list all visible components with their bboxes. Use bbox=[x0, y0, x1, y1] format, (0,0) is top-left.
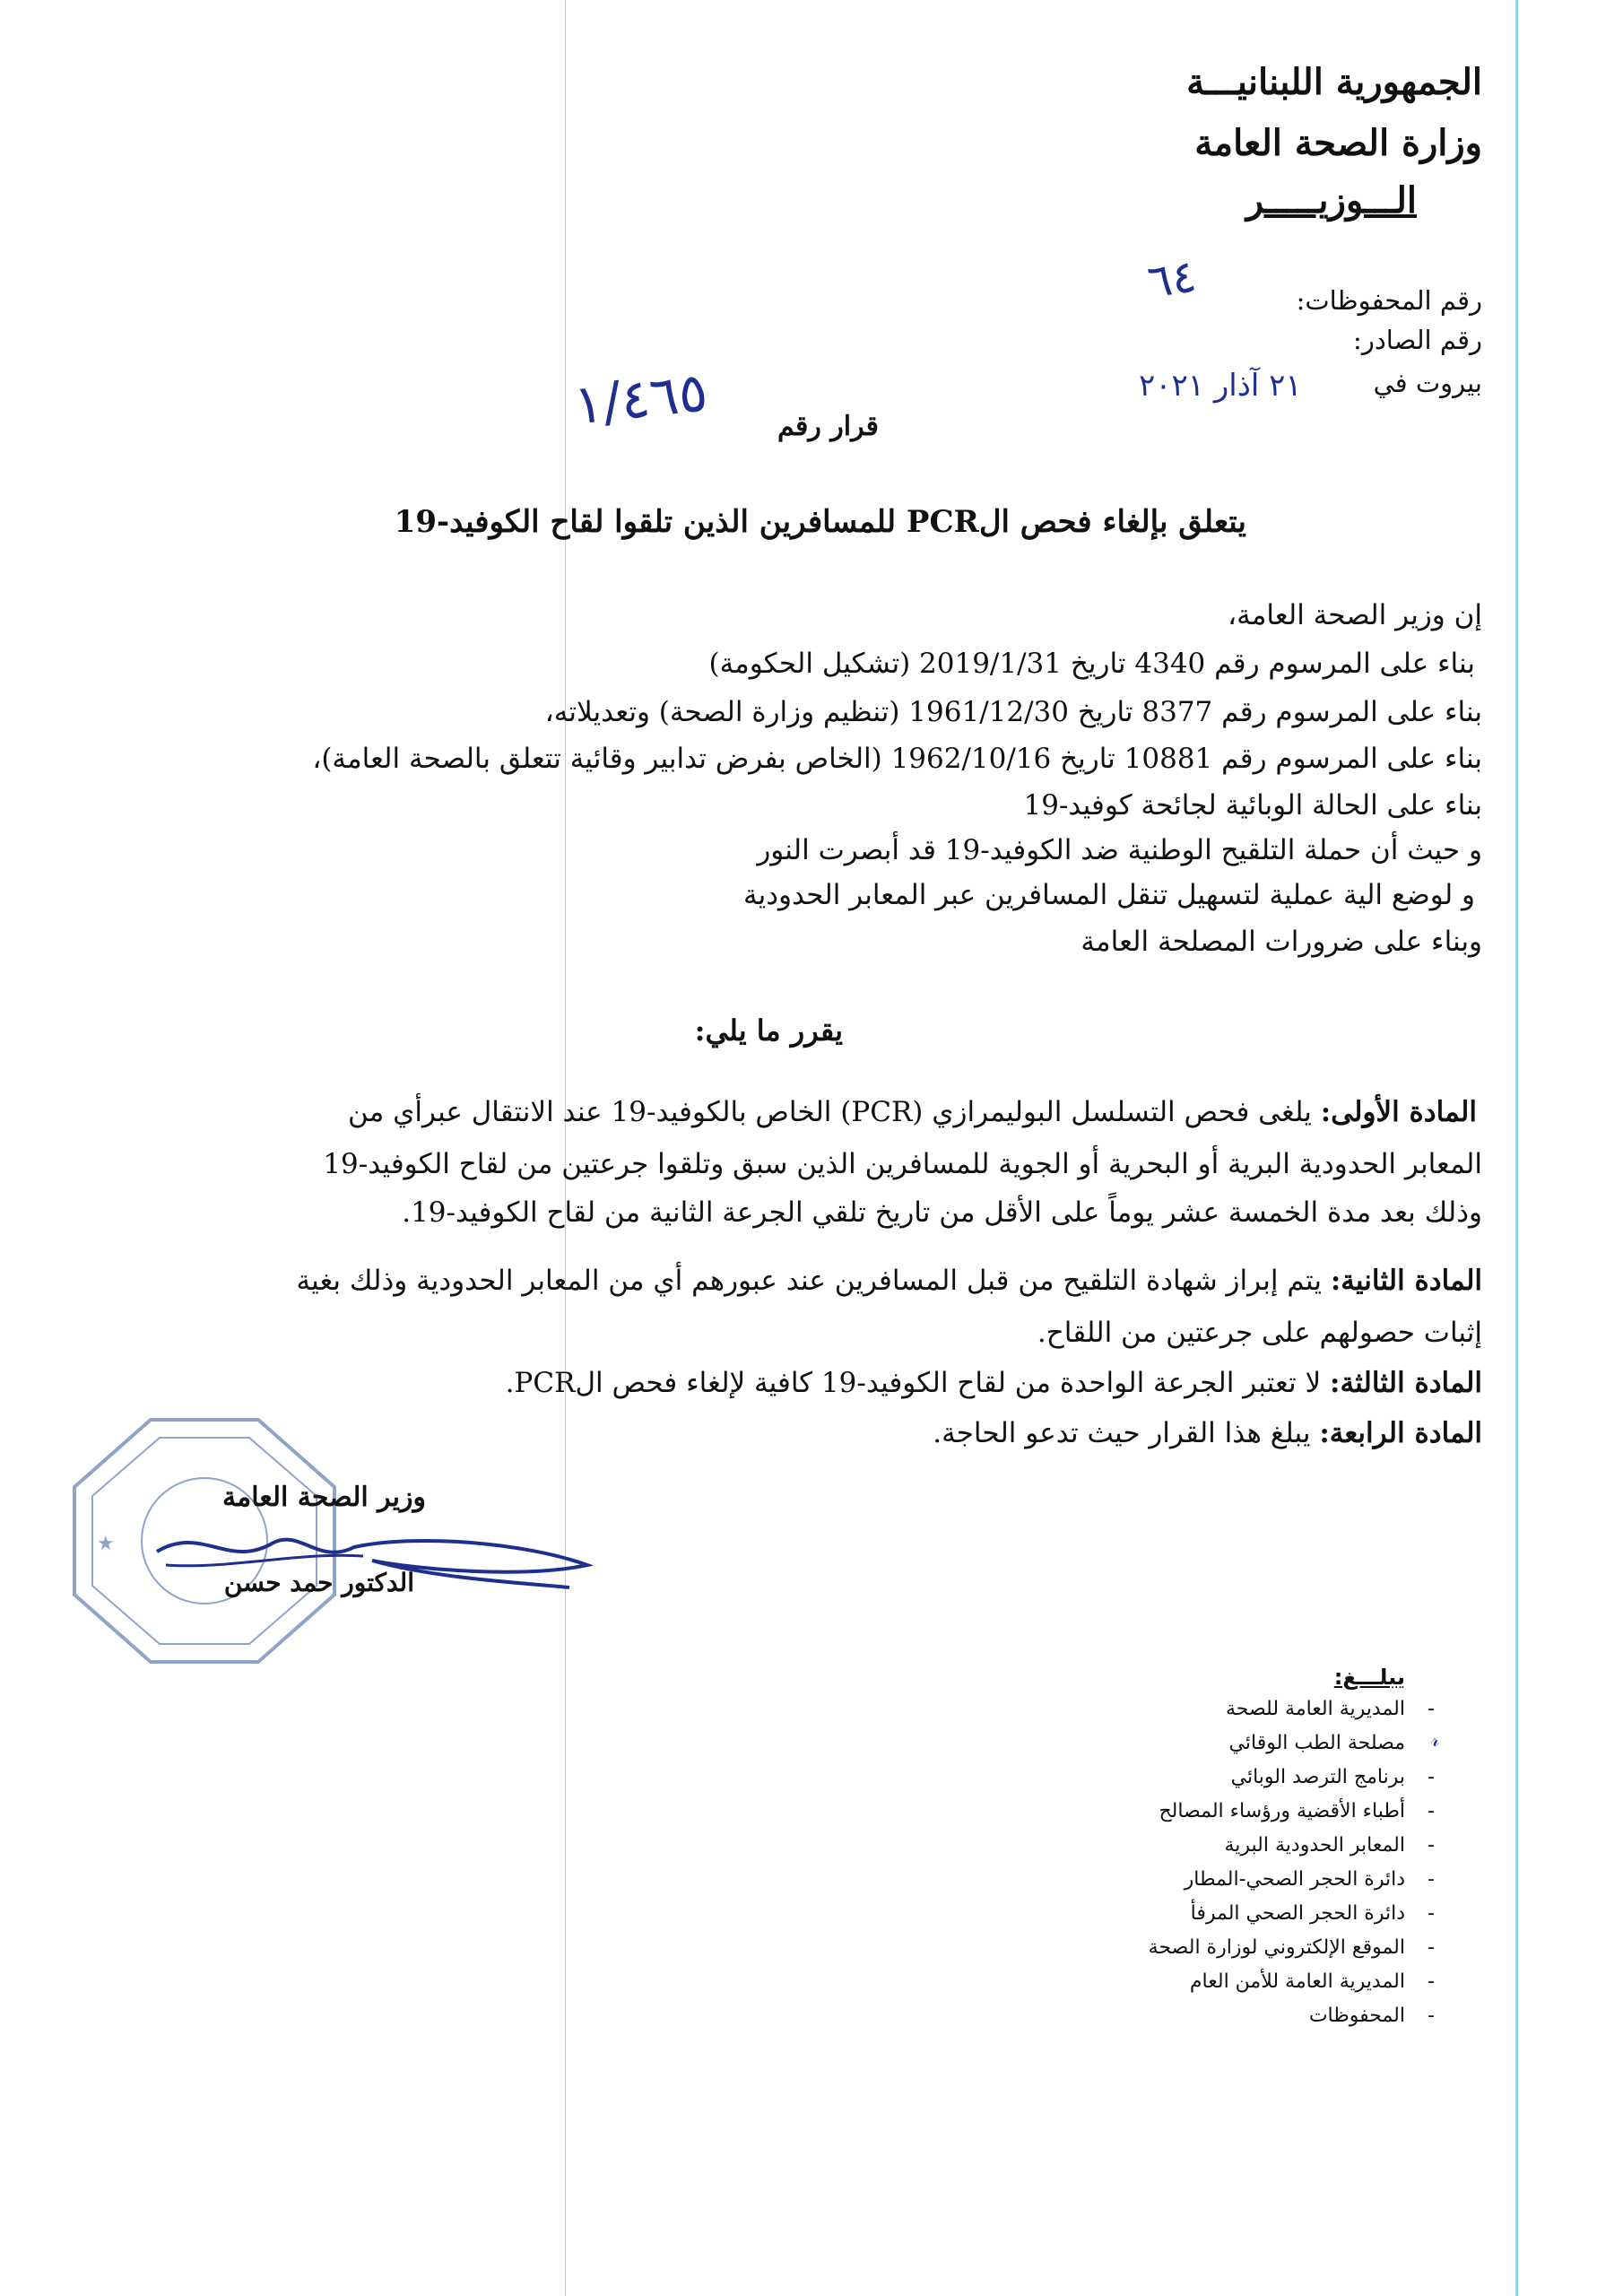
article-1-line-2: المعابر الحدودية البرية أو البحرية أو الجوية للمسافرين الذين سبق وتلقوا جرعتين من لقاح الكوفيد-19 bbox=[323, 1148, 1482, 1180]
distribution-heading: يبلـــغ: bbox=[1333, 1665, 1405, 1690]
distribution-item: أطباء الأقضية ورؤساء المصالح bbox=[1159, 1800, 1405, 1822]
list-dash: - bbox=[1428, 1902, 1435, 1925]
distribution-item: المديرية العامة للأمن العام bbox=[1189, 1970, 1405, 1993]
distribution-item: المعابر الحدودية البرية bbox=[1224, 1834, 1405, 1857]
article-1-text: يلغى فحص التسلسل البوليمرازي (PCR) الخاص بالكوفيد-19 عند الانتقال عبرأي من bbox=[348, 1096, 1312, 1128]
list-dash: - bbox=[1428, 1766, 1435, 1788]
article-2-text: يتم إبراز شهادة التلقيح من قبل المسافرين عند عبورهم أي من المعابر الحدودية وذلك بغية bbox=[296, 1265, 1322, 1297]
article-2-line-1 bbox=[297, 1265, 1483, 1297]
signature-title: وزير الصحة العامة bbox=[222, 1482, 426, 1513]
preamble-line: بناء على المرسوم رقم 4340 تاريخ 2019/1/31 (تشكيل الحكومة) bbox=[708, 648, 1475, 680]
article-2-label: المادة الثانية: bbox=[1330, 1265, 1482, 1297]
archive-number-label: رقم المحفوظات: bbox=[1296, 285, 1482, 316]
list-dash: - bbox=[1428, 1698, 1435, 1720]
distribution-item: المحفوظات bbox=[1308, 2005, 1405, 2027]
article-4-label: المادة الرابعة: bbox=[1319, 1417, 1482, 1449]
article-4-line bbox=[933, 1417, 1482, 1449]
handwritten-mark: 𝓇 bbox=[1430, 1729, 1439, 1752]
signature-name: الدكتور حمد حسن bbox=[223, 1568, 414, 1597]
list-dash: - bbox=[1428, 1868, 1435, 1891]
outgoing-number-label: رقم الصادر: bbox=[1353, 325, 1482, 355]
ministry-heading: وزارة الصحة العامة bbox=[1194, 122, 1482, 164]
preamble-line: بناء على المرسوم رقم 8377 تاريخ 1961/12/30 (تنظيم وزارة الصحة) وتعديلاته، bbox=[544, 696, 1482, 728]
article-1-label: المادة الأولى: bbox=[1320, 1096, 1477, 1128]
article-2-line-2: إثبات حصولهم على جرعتين من اللقاح. bbox=[1037, 1317, 1482, 1349]
list-dash: - bbox=[1428, 1936, 1435, 1959]
distribution-item: الموقع الإلكتروني لوزارة الصحة bbox=[1148, 1936, 1405, 1959]
list-dash: - bbox=[1428, 1834, 1435, 1857]
article-3-label: المادة الثالثة: bbox=[1330, 1367, 1482, 1399]
handwritten-date: ٢١ آذار ٢٠٢١ bbox=[1139, 368, 1302, 404]
list-dash: - bbox=[1428, 1800, 1435, 1822]
article-1-line-1 bbox=[348, 1096, 1477, 1128]
svg-text:★: ★ bbox=[97, 1533, 115, 1555]
article-3-line bbox=[506, 1367, 1482, 1399]
distribution-item: دائرة الحجر الصحي-المطار bbox=[1184, 1868, 1405, 1891]
list-dash: - bbox=[1428, 2005, 1435, 2027]
scan-line-right bbox=[1515, 0, 1518, 2296]
article-3-text: لا تعتبر الجرعة الواحدة من لقاح الكوفيد-19 كافية لإلغاء فحص الPCR. bbox=[505, 1367, 1322, 1399]
handwritten-decision-number: ١/٤٦٥ bbox=[570, 361, 711, 438]
minister-heading: الـــوزيـــــر bbox=[1245, 179, 1417, 222]
preamble-line: بناء على المرسوم رقم 10881 تاريخ 1962/10/16 (الخاص بفرض تدابير وقائية تتعلق بالصحة العامة)، bbox=[312, 743, 1482, 775]
distribution-item: مصلحة الطب الوقائي bbox=[1228, 1732, 1405, 1754]
distribution-item: دائرة الحجر الصحي المرفأ bbox=[1190, 1902, 1405, 1925]
article-4-text: يبلغ هذا القرار حيث تدعو الحاجة. bbox=[933, 1417, 1311, 1449]
decision-number-label: قرار رقم bbox=[777, 411, 879, 442]
handwritten-archive-number: ٦٤ bbox=[1144, 249, 1200, 309]
subject-line: يتعلق بإلغاء فحص الPCR للمسافرين الذين تلقوا لقاح الكوفيد-19 bbox=[394, 504, 1246, 540]
preamble-line: بناء على الحالة الوبائية لجائحة كوفيد-19 bbox=[1023, 789, 1482, 822]
beirut-date-label: بيروت في bbox=[1373, 368, 1482, 398]
decides-heading: يقرر ما يلي: bbox=[694, 1013, 843, 1048]
preamble-line: و لوضع الية عملية لتسهيل تنقل المسافرين عبر المعابر الحدودية bbox=[742, 879, 1475, 911]
list-dash: - bbox=[1428, 1970, 1435, 1993]
distribution-item: برنامج الترصد الوبائي bbox=[1230, 1766, 1405, 1788]
preamble-line: وبناء على ضرورات المصلحة العامة bbox=[1081, 926, 1482, 958]
distribution-item: المديرية العامة للصحة bbox=[1225, 1698, 1405, 1720]
preamble-line: و حيث أن حملة التلقيح الوطنية ضد الكوفيد-19 قد أبصرت النور bbox=[757, 834, 1482, 866]
preamble-line: إن وزير الصحة العامة، bbox=[1228, 599, 1482, 631]
article-1-line-3: وذلك بعد مدة الخمسة عشر يوماً على الأقل من تاريخ تلقي الجرعة الثانية من لقاح الكوفيد-19. bbox=[402, 1196, 1482, 1229]
republic-heading: الجمهورية اللبنانيـــة bbox=[1186, 61, 1482, 103]
